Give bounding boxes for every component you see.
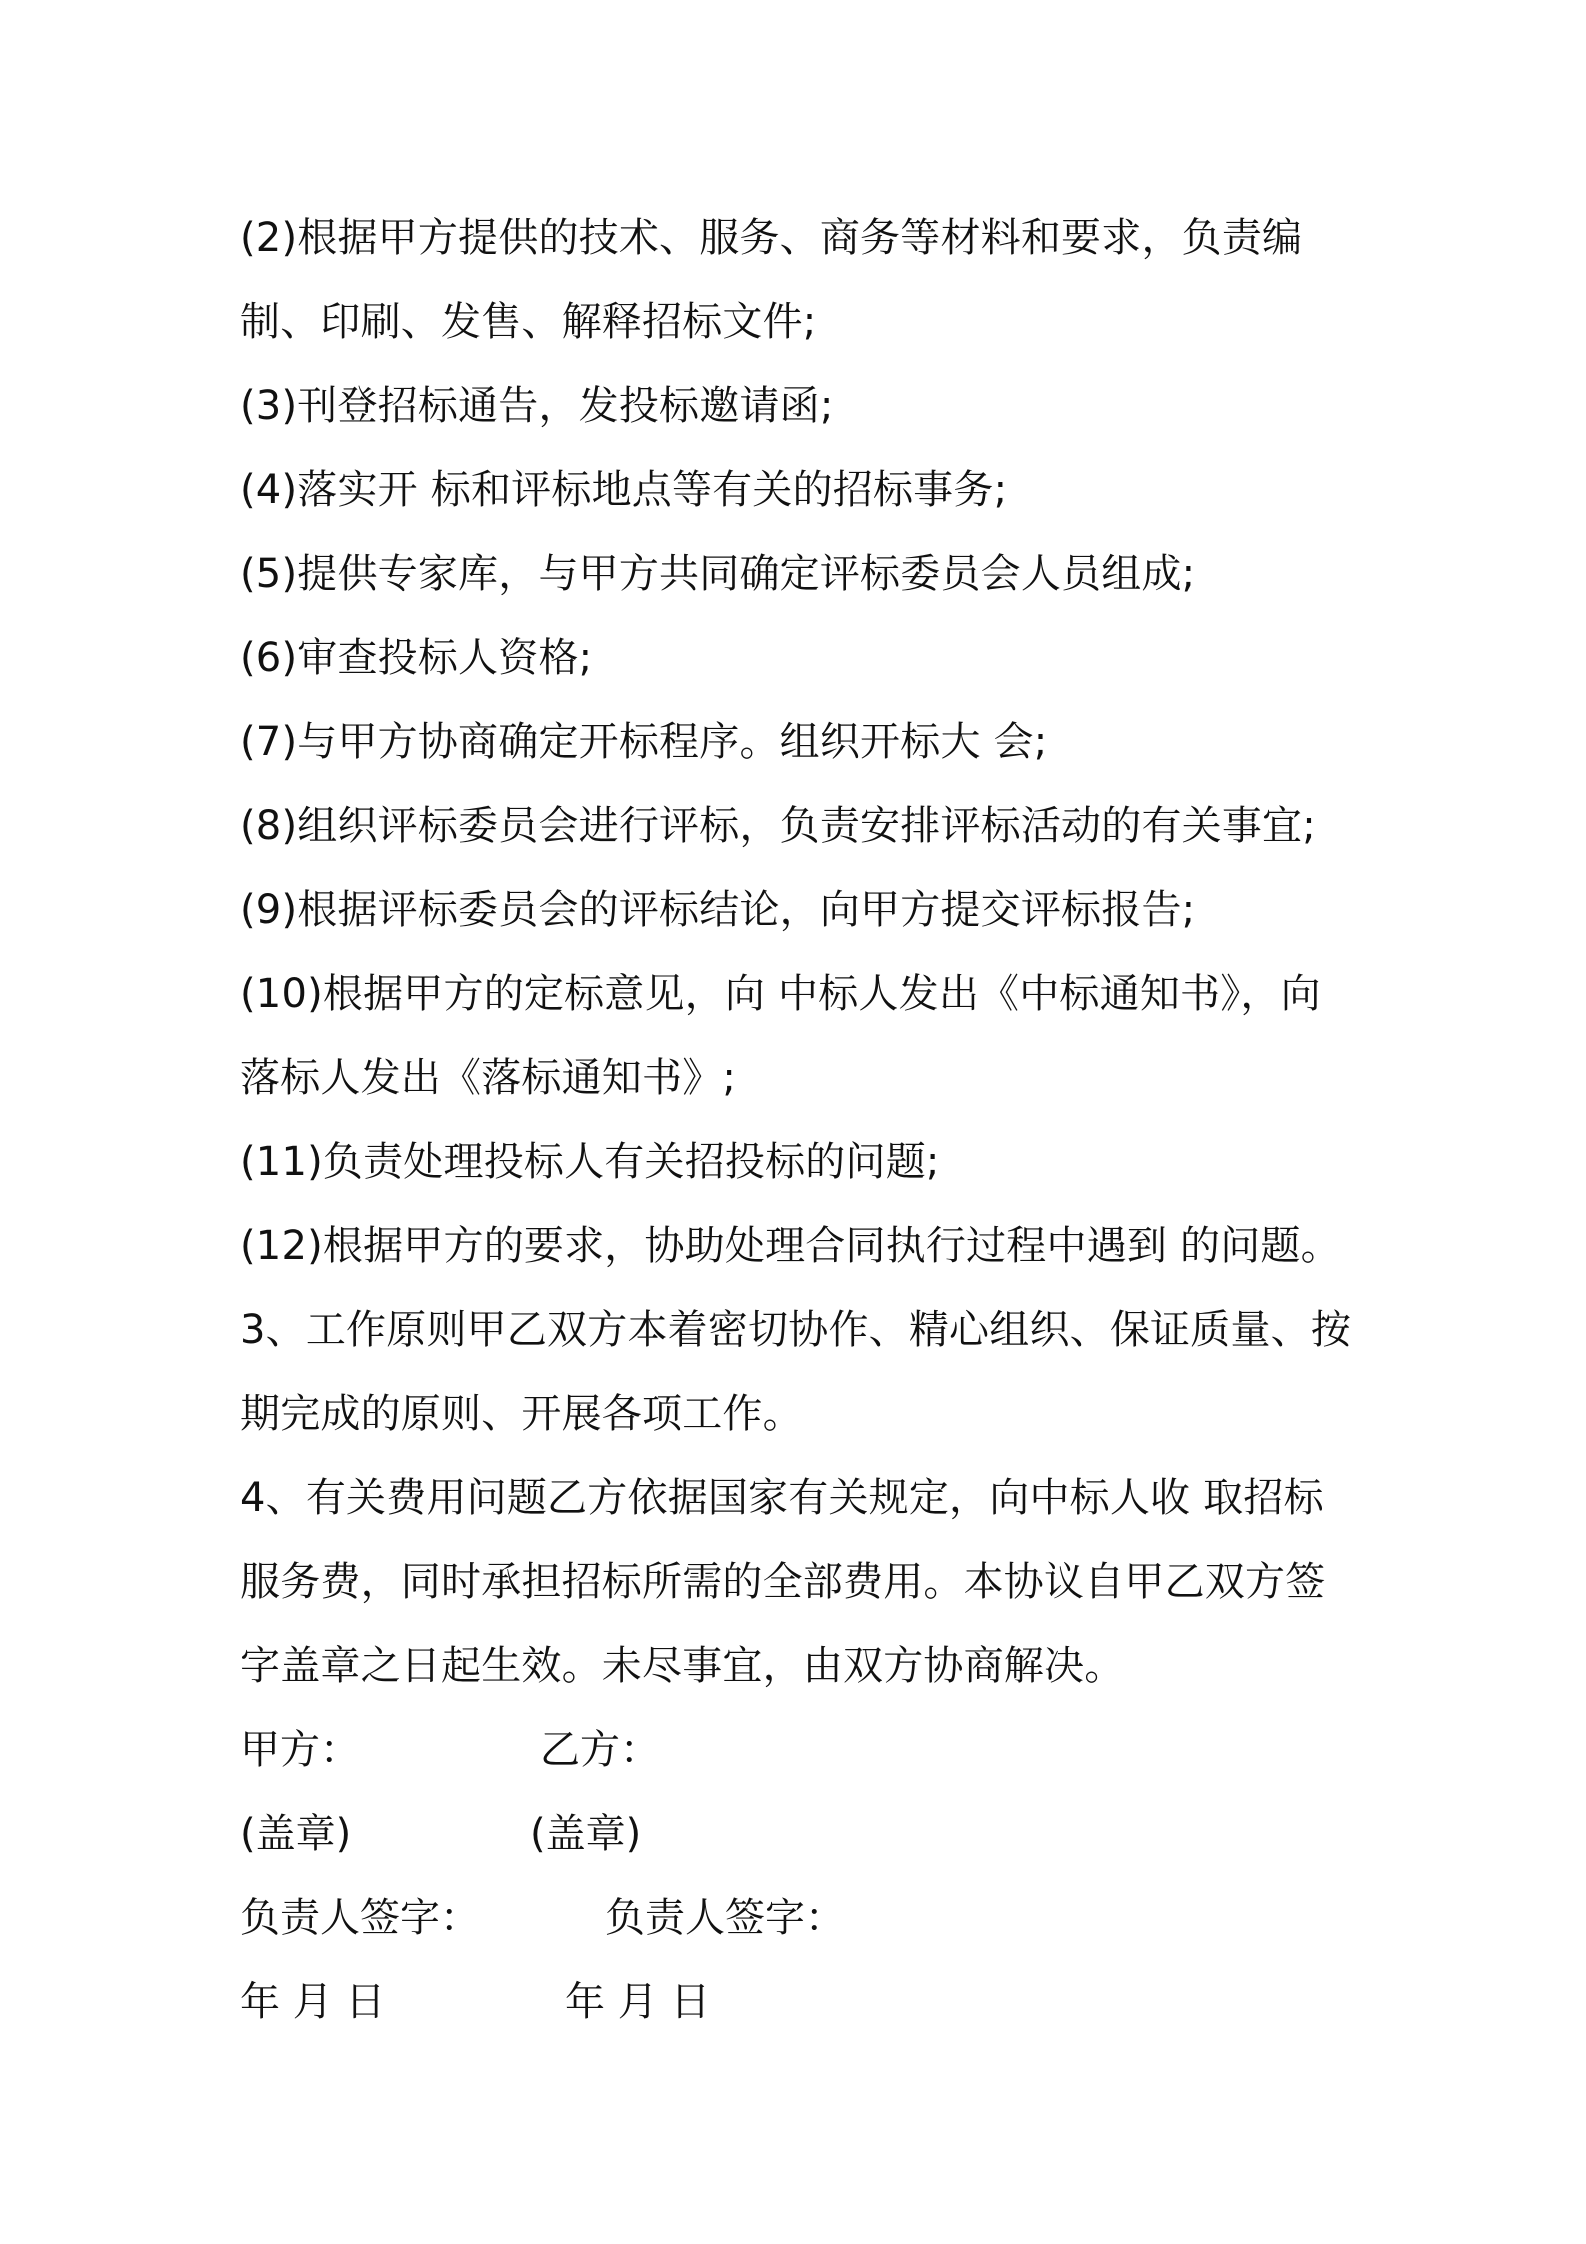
section-3-work-principle: 3、工作原则甲乙双方本着密切协作、精心组织、保证质量、按期完成的原则、开展各项工作。 (240, 1307, 1352, 1437)
party-a-label: 甲方： (240, 1727, 360, 1773)
clause-10: (10)根据甲方的定标意见，向 中标人发出《中标通知书》，向落标人发出《落标通知书》; (240, 971, 1321, 1101)
clause-3: (3)刊登招标通告，发投标邀请函; (240, 383, 834, 429)
seal-b: (盖章) (530, 1811, 642, 1857)
party-b-label: 乙方： (540, 1727, 660, 1773)
clause-9: (9)根据评标委员会的评标结论，向甲方提交评标报告; (240, 887, 1196, 933)
clause-5: (5)提供专家库，与甲方共同确定评标委员会人员组成; (240, 551, 1196, 597)
clause-4: (4)落实开 标和评标地点等有关的招标事务; (240, 467, 1008, 513)
date-row (240, 1960, 1360, 2044)
clause-7: (7)与甲方协商确定开标程序。组织开标大 会; (240, 719, 1048, 765)
clause-12: (12)根据甲方的要求，协助处理合同执行过程中遇到 的问题。 (240, 1223, 1341, 1269)
section-4-fees: 4、有关费用问题乙方依据国家有关规定，向中标人收 取招标服务费，同时承担招标所需的全部费用。本协议自甲乙双方签字盖章之日起生效。未尽事宜，由双方协商解决。 (240, 1475, 1326, 1689)
seal-row (240, 1792, 1360, 1876)
date-b: 年 月 日 (565, 1979, 711, 2025)
signer-a: 负责人签字： (240, 1895, 480, 1941)
clause-6: (6)审查投标人资格; (240, 635, 593, 681)
seal-a: (盖章) (240, 1811, 352, 1857)
signer-row (240, 1876, 1360, 1960)
date-a: 年 月 日 (240, 1979, 386, 2025)
clause-8: (8)组织评标委员会进行评标，负责安排评标活动的有关事宜; (240, 803, 1316, 849)
clause-2: (2)根据甲方提供的技术、服务、商务等材料和要求，负责编制、印刷、发售、解释招标文件; (240, 215, 1303, 345)
signer-b: 负责人签字： (605, 1895, 845, 1941)
party-labels-row (240, 1708, 1360, 1792)
document-body (240, 196, 1360, 2044)
clause-11: (11)负责处理投标人有关招投标的问题; (240, 1139, 940, 1185)
